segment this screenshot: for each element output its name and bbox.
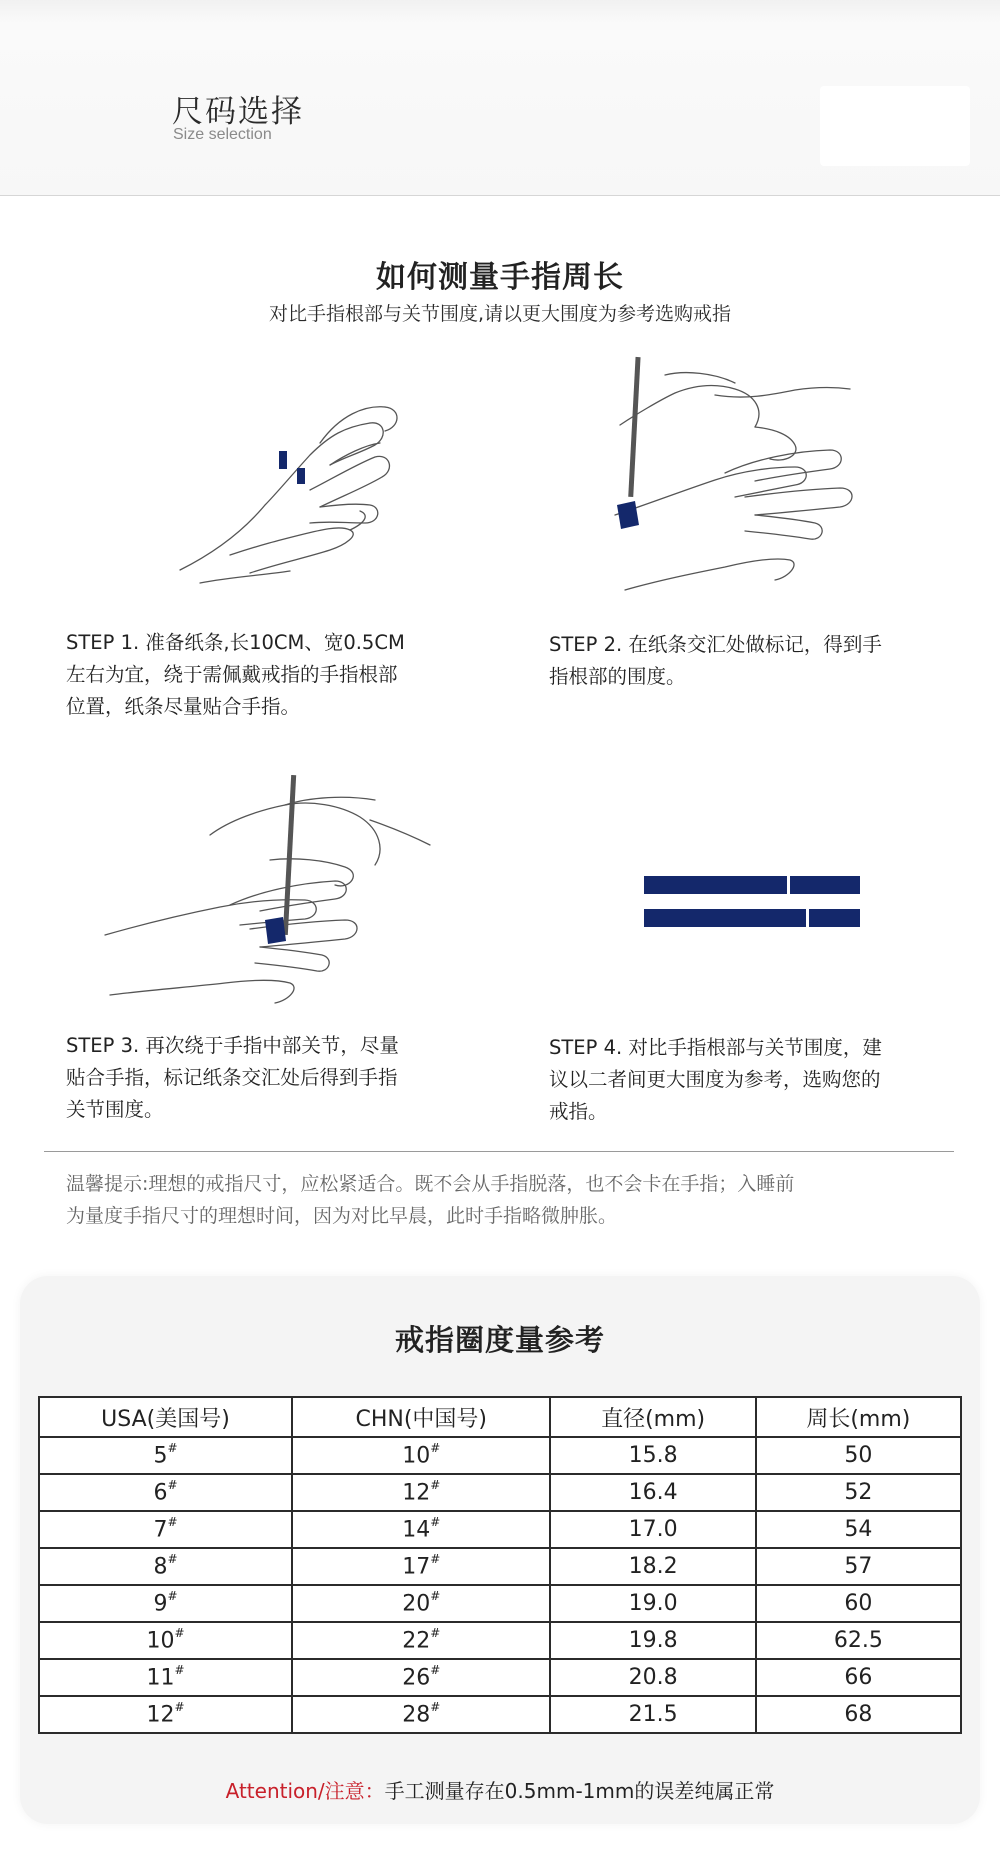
chn-size-cell: 14# (292, 1511, 550, 1548)
col-header-circumference: 周长(mm) (756, 1397, 961, 1437)
table-row (39, 1474, 961, 1511)
step1-line-1: STEP 1. 准备纸条,长10CM、宽0.5CM (66, 631, 405, 654)
section-divider (44, 1151, 954, 1152)
table-row (39, 1696, 961, 1733)
usa-size-cell: 9# (39, 1585, 292, 1622)
step4-line-1: STEP 4. 对比手指根部与关节围度，建 (549, 1036, 882, 1059)
circumference-cell: 52 (756, 1474, 961, 1511)
usa-size-cell: 7# (39, 1511, 292, 1548)
step2-hand-illustration (605, 355, 905, 595)
paper-strip-top (644, 876, 860, 894)
paper-strip-mark (279, 451, 287, 469)
circumference-cell: 60 (756, 1585, 961, 1622)
col-header-usa: USA(美国号) (39, 1397, 292, 1437)
table-row (39, 1622, 961, 1659)
measure-title: 如何测量手指周长 (376, 260, 624, 295)
attention-label: Attention/注意： (225, 1779, 385, 1803)
step3-text (66, 1030, 466, 1126)
circumference-cell: 62.5 (756, 1622, 961, 1659)
step3-line-2: 贴合手指，标记纸条交汇处后得到手指 (66, 1066, 398, 1089)
size-mark: # (430, 1625, 441, 1640)
warm-tip-line-2: 为量度手指尺寸的理想时间，因为对比早晨，此时手指略微肿胀。 (66, 1205, 618, 1227)
usa-size-cell: 12# (39, 1696, 292, 1733)
diameter-cell: 17.0 (550, 1511, 755, 1548)
size-mark: # (167, 1588, 178, 1603)
chn-size-cell: 26# (292, 1659, 550, 1696)
measure-subtitle: 对比手指根部与关节围度,请以更大围度为参考选购戒指 (268, 303, 732, 325)
strip-mark-divider (806, 909, 809, 927)
usa-size-cell: 6# (39, 1474, 292, 1511)
diameter-cell: 20.8 (550, 1659, 755, 1696)
size-mark: # (174, 1699, 185, 1714)
size-mark: # (430, 1588, 441, 1603)
circumference-cell: 50 (756, 1437, 961, 1474)
diameter-cell: 15.8 (550, 1437, 755, 1474)
header-blank-box (820, 86, 970, 166)
circumference-cell: 66 (756, 1659, 961, 1696)
size-mark: # (430, 1514, 441, 1529)
size-mark: # (430, 1699, 441, 1714)
size-mark: # (430, 1551, 441, 1566)
attention-text: 手工测量存在0.5mm-1mm的误差纯属正常 (384, 1779, 775, 1803)
col-header-chn: CHN(中国号) (292, 1397, 550, 1437)
usa-size-cell: 5# (39, 1437, 292, 1474)
chn-size-cell: 10# (292, 1437, 550, 1474)
header-banner (0, 0, 1000, 196)
size-mark: # (167, 1440, 178, 1455)
warm-tip (66, 1168, 936, 1232)
size-mark: # (430, 1477, 441, 1492)
step2-line-1: STEP 2. 在纸条交汇处做标记，得到手 (549, 633, 882, 656)
usa-size-cell: 8# (39, 1548, 292, 1585)
pen-icon (283, 775, 296, 935)
step1-hand-illustration (170, 395, 430, 590)
ring-size-table (38, 1396, 962, 1734)
size-mark: # (167, 1477, 178, 1492)
chn-size-cell: 28# (292, 1696, 550, 1733)
table-row (39, 1548, 961, 1585)
attention-note (0, 1775, 1000, 1804)
chn-size-cell: 12# (292, 1474, 550, 1511)
usa-size-cell: 10# (39, 1622, 292, 1659)
paper-strip-mark (265, 917, 286, 944)
step3-line-1: STEP 3. 再次绕于手指中部关节，尽量 (66, 1034, 399, 1057)
step2-text (549, 629, 949, 693)
size-mark: # (174, 1662, 185, 1677)
step1-line-3: 位置，纸条尽量贴合手指。 (66, 695, 301, 718)
warm-tip-line-1: 温馨提示:理想的戒指尺寸，应松紧适合。既不会从手指脱落，也不会卡在手指；入睡前 (66, 1173, 795, 1195)
step4-line-2: 议以二者间更大围度为参考，选购您的 (549, 1068, 881, 1091)
table-header-row (39, 1397, 961, 1437)
pen-icon (628, 357, 640, 497)
col-header-diameter: 直径(mm) (550, 1397, 755, 1437)
circumference-cell: 68 (756, 1696, 961, 1733)
size-mark: # (430, 1440, 441, 1455)
diameter-cell: 19.8 (550, 1622, 755, 1659)
chn-size-cell: 22# (292, 1622, 550, 1659)
size-mark: # (174, 1625, 185, 1640)
size-table-title: 戒指圈度量参考 (394, 1323, 605, 1357)
chn-size-cell: 20# (292, 1585, 550, 1622)
circumference-cell: 57 (756, 1548, 961, 1585)
size-mark: # (430, 1662, 441, 1677)
paper-strip-mark (617, 501, 639, 529)
strip-mark-divider (787, 876, 790, 894)
step1-text (66, 627, 466, 723)
table-row (39, 1659, 961, 1696)
diameter-cell: 16.4 (550, 1474, 755, 1511)
circumference-cell: 54 (756, 1511, 961, 1548)
chn-size-cell: 17# (292, 1548, 550, 1585)
step4-text (549, 1032, 949, 1128)
paper-strip-bottom (644, 909, 860, 927)
table-row (39, 1511, 961, 1548)
paper-strips-illustration (644, 876, 860, 930)
paper-strip-mark (297, 468, 305, 484)
step3-line-3: 关节围度。 (66, 1098, 164, 1121)
step4-line-3: 戒指。 (549, 1100, 608, 1123)
size-mark: # (167, 1551, 178, 1566)
table-row (39, 1585, 961, 1622)
header-subtitle: Size selection (173, 126, 272, 143)
step1-line-2: 左右为宜，绕于需佩戴戒指的手指根部 (66, 663, 398, 686)
diameter-cell: 21.5 (550, 1696, 755, 1733)
diameter-cell: 18.2 (550, 1548, 755, 1585)
diameter-cell: 19.0 (550, 1585, 755, 1622)
header-title: 尺码选择 (172, 94, 304, 130)
size-mark: # (167, 1514, 178, 1529)
step3-hand-illustration (100, 775, 440, 1015)
step2-line-2: 指根部的围度。 (549, 665, 686, 688)
table-row (39, 1437, 961, 1474)
usa-size-cell: 11# (39, 1659, 292, 1696)
